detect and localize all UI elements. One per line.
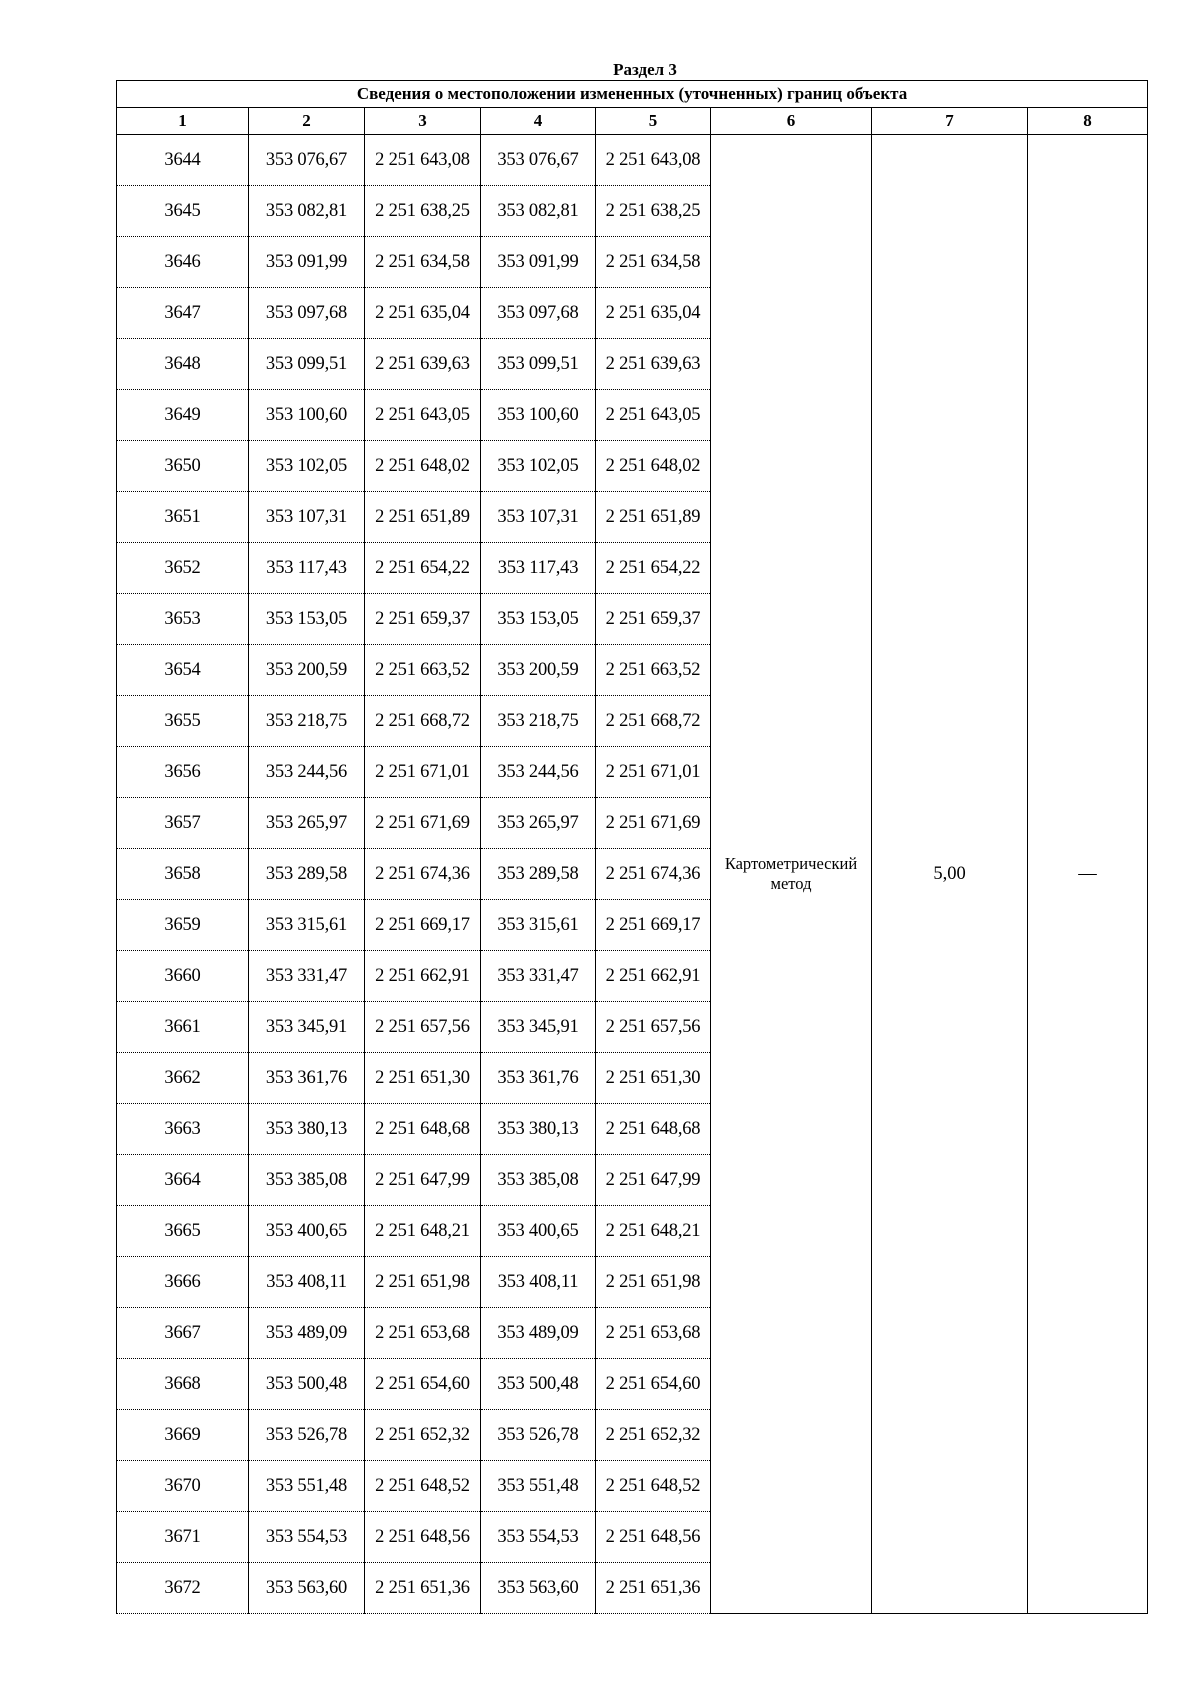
y-coordinate-cell: 2 251 651,98: [596, 1257, 711, 1308]
y-coordinate-cell: 2 251 648,02: [596, 441, 711, 492]
y-coordinate-cell: 2 251 674,36: [365, 849, 481, 900]
x-coordinate-cell: 353 385,08: [249, 1155, 365, 1206]
point-number-cell: 3656: [117, 747, 249, 798]
x-coordinate-cell: 353 076,67: [249, 135, 365, 186]
y-coordinate-cell: 2 251 639,63: [365, 339, 481, 390]
y-coordinate-cell: 2 251 654,22: [365, 543, 481, 594]
x-coordinate-cell: 353 345,91: [481, 1002, 596, 1053]
y-coordinate-cell: 2 251 643,05: [365, 390, 481, 441]
x-coordinate-cell: 353 200,59: [249, 645, 365, 696]
x-coordinate-cell: 353 289,58: [481, 849, 596, 900]
x-coordinate-cell: 353 361,76: [249, 1053, 365, 1104]
y-coordinate-cell: 2 251 662,91: [365, 951, 481, 1002]
y-coordinate-cell: 2 251 668,72: [596, 696, 711, 747]
x-coordinate-cell: 353 361,76: [481, 1053, 596, 1104]
y-coordinate-cell: 2 251 654,60: [596, 1359, 711, 1410]
column-number-7: 7: [872, 108, 1028, 135]
point-number-cell: 3662: [117, 1053, 249, 1104]
x-coordinate-cell: 353 331,47: [481, 951, 596, 1002]
y-coordinate-cell: 2 251 648,52: [365, 1461, 481, 1512]
y-coordinate-cell: 2 251 651,98: [365, 1257, 481, 1308]
x-coordinate-cell: 353 100,60: [249, 390, 365, 441]
point-number-cell: 3658: [117, 849, 249, 900]
y-coordinate-cell: 2 251 652,32: [596, 1410, 711, 1461]
boundary-coordinates-table: [116, 80, 1148, 1614]
determination-method-cell: Картометрический метод: [711, 135, 872, 1614]
x-coordinate-cell: 353 315,61: [249, 900, 365, 951]
y-coordinate-cell: 2 251 671,01: [596, 747, 711, 798]
y-coordinate-cell: 2 251 638,25: [365, 186, 481, 237]
x-coordinate-cell: 353 153,05: [249, 594, 365, 645]
y-coordinate-cell: 2 251 651,89: [365, 492, 481, 543]
y-coordinate-cell: 2 251 639,63: [596, 339, 711, 390]
x-coordinate-cell: 353 563,60: [481, 1563, 596, 1614]
point-number-cell: 3671: [117, 1512, 249, 1563]
point-number-cell: 3660: [117, 951, 249, 1002]
y-coordinate-cell: 2 251 648,52: [596, 1461, 711, 1512]
y-coordinate-cell: 2 251 648,56: [365, 1512, 481, 1563]
y-coordinate-cell: 2 251 654,22: [596, 543, 711, 594]
x-coordinate-cell: 353 102,05: [249, 441, 365, 492]
x-coordinate-cell: 353 218,75: [481, 696, 596, 747]
y-coordinate-cell: 2 251 657,56: [596, 1002, 711, 1053]
y-coordinate-cell: 2 251 634,58: [596, 237, 711, 288]
point-number-cell: 3665: [117, 1206, 249, 1257]
column-number-row: [117, 108, 1148, 135]
point-number-cell: 3647: [117, 288, 249, 339]
x-coordinate-cell: 353 551,48: [481, 1461, 596, 1512]
y-coordinate-cell: 2 251 638,25: [596, 186, 711, 237]
y-coordinate-cell: 2 251 648,68: [596, 1104, 711, 1155]
point-number-cell: 3655: [117, 696, 249, 747]
y-coordinate-cell: 2 251 648,21: [596, 1206, 711, 1257]
x-coordinate-cell: 353 563,60: [249, 1563, 365, 1614]
y-coordinate-cell: 2 251 635,04: [365, 288, 481, 339]
y-coordinate-cell: 2 251 635,04: [596, 288, 711, 339]
point-number-cell: 3651: [117, 492, 249, 543]
y-coordinate-cell: 2 251 674,36: [596, 849, 711, 900]
column-number-2: 2: [249, 108, 365, 135]
x-coordinate-cell: 353 500,48: [249, 1359, 365, 1410]
x-coordinate-cell: 353 097,68: [249, 288, 365, 339]
table-row: [117, 135, 1148, 186]
x-coordinate-cell: 353 400,65: [481, 1206, 596, 1257]
y-coordinate-cell: 2 251 651,36: [365, 1563, 481, 1614]
x-coordinate-cell: 353 102,05: [481, 441, 596, 492]
point-number-cell: 3650: [117, 441, 249, 492]
y-coordinate-cell: 2 251 671,01: [365, 747, 481, 798]
x-coordinate-cell: 353 076,67: [481, 135, 596, 186]
table-body: [117, 135, 1148, 1614]
point-number-cell: 3645: [117, 186, 249, 237]
y-coordinate-cell: 2 251 648,68: [365, 1104, 481, 1155]
y-coordinate-cell: 2 251 643,08: [596, 135, 711, 186]
x-coordinate-cell: 353 218,75: [249, 696, 365, 747]
y-coordinate-cell: 2 251 668,72: [365, 696, 481, 747]
y-coordinate-cell: 2 251 651,36: [596, 1563, 711, 1614]
point-number-cell: 3672: [117, 1563, 249, 1614]
point-number-cell: 3648: [117, 339, 249, 390]
point-number-cell: 3668: [117, 1359, 249, 1410]
section-title: Раздел 3: [613, 60, 677, 79]
point-number-cell: 3663: [117, 1104, 249, 1155]
y-coordinate-cell: 2 251 648,02: [365, 441, 481, 492]
x-coordinate-cell: 353 489,09: [481, 1308, 596, 1359]
x-coordinate-cell: 353 315,61: [481, 900, 596, 951]
point-number-cell: 3661: [117, 1002, 249, 1053]
x-coordinate-cell: 353 097,68: [481, 288, 596, 339]
x-coordinate-cell: 353 117,43: [481, 543, 596, 594]
x-coordinate-cell: 353 500,48: [481, 1359, 596, 1410]
x-coordinate-cell: 353 265,97: [481, 798, 596, 849]
x-coordinate-cell: 353 331,47: [249, 951, 365, 1002]
point-number-cell: 3664: [117, 1155, 249, 1206]
x-coordinate-cell: 353 099,51: [481, 339, 596, 390]
point-number-cell: 3654: [117, 645, 249, 696]
y-coordinate-cell: 2 251 651,89: [596, 492, 711, 543]
y-coordinate-cell: 2 251 662,91: [596, 951, 711, 1002]
x-coordinate-cell: 353 554,53: [481, 1512, 596, 1563]
y-coordinate-cell: 2 251 634,58: [365, 237, 481, 288]
note-cell: —: [1028, 135, 1148, 1614]
y-coordinate-cell: 2 251 643,08: [365, 135, 481, 186]
x-coordinate-cell: 353 107,31: [481, 492, 596, 543]
column-number-4: 4: [481, 108, 596, 135]
y-coordinate-cell: 2 251 671,69: [596, 798, 711, 849]
x-coordinate-cell: 353 380,13: [249, 1104, 365, 1155]
x-coordinate-cell: 353 489,09: [249, 1308, 365, 1359]
x-coordinate-cell: 353 526,78: [481, 1410, 596, 1461]
point-number-cell: 3652: [117, 543, 249, 594]
y-coordinate-cell: 2 251 647,99: [365, 1155, 481, 1206]
x-coordinate-cell: 353 380,13: [481, 1104, 596, 1155]
y-coordinate-cell: 2 251 663,52: [365, 645, 481, 696]
x-coordinate-cell: 353 099,51: [249, 339, 365, 390]
x-coordinate-cell: 353 551,48: [249, 1461, 365, 1512]
y-coordinate-cell: 2 251 653,68: [596, 1308, 711, 1359]
table-caption: Сведения о местоположении измененных (уточненных) границ объекта: [117, 81, 1148, 108]
x-coordinate-cell: 353 526,78: [249, 1410, 365, 1461]
x-coordinate-cell: 353 554,53: [249, 1512, 365, 1563]
x-coordinate-cell: 353 408,11: [481, 1257, 596, 1308]
x-coordinate-cell: 353 244,56: [481, 747, 596, 798]
column-number-8: 8: [1028, 108, 1148, 135]
point-number-cell: 3670: [117, 1461, 249, 1512]
column-number-6: 6: [711, 108, 872, 135]
y-coordinate-cell: 2 251 669,17: [596, 900, 711, 951]
y-coordinate-cell: 2 251 651,30: [596, 1053, 711, 1104]
column-number-5: 5: [596, 108, 711, 135]
x-coordinate-cell: 353 100,60: [481, 390, 596, 441]
y-coordinate-cell: 2 251 659,37: [365, 594, 481, 645]
y-coordinate-cell: 2 251 653,68: [365, 1308, 481, 1359]
x-coordinate-cell: 353 091,99: [249, 237, 365, 288]
y-coordinate-cell: 2 251 657,56: [365, 1002, 481, 1053]
y-coordinate-cell: 2 251 663,52: [596, 645, 711, 696]
column-number-1: 1: [117, 108, 249, 135]
point-number-cell: 3653: [117, 594, 249, 645]
y-coordinate-cell: 2 251 654,60: [365, 1359, 481, 1410]
column-number-3: 3: [365, 108, 481, 135]
x-coordinate-cell: 353 200,59: [481, 645, 596, 696]
x-coordinate-cell: 353 345,91: [249, 1002, 365, 1053]
y-coordinate-cell: 2 251 652,32: [365, 1410, 481, 1461]
y-coordinate-cell: 2 251 647,99: [596, 1155, 711, 1206]
y-coordinate-cell: 2 251 671,69: [365, 798, 481, 849]
point-number-cell: 3666: [117, 1257, 249, 1308]
x-coordinate-cell: 353 082,81: [481, 186, 596, 237]
x-coordinate-cell: 353 091,99: [481, 237, 596, 288]
accuracy-cell: 5,00: [872, 135, 1028, 1614]
point-number-cell: 3646: [117, 237, 249, 288]
point-number-cell: 3649: [117, 390, 249, 441]
x-coordinate-cell: 353 107,31: [249, 492, 365, 543]
y-coordinate-cell: 2 251 643,05: [596, 390, 711, 441]
x-coordinate-cell: 353 400,65: [249, 1206, 365, 1257]
y-coordinate-cell: 2 251 651,30: [365, 1053, 481, 1104]
y-coordinate-cell: 2 251 648,56: [596, 1512, 711, 1563]
x-coordinate-cell: 353 117,43: [249, 543, 365, 594]
point-number-cell: 3667: [117, 1308, 249, 1359]
x-coordinate-cell: 353 385,08: [481, 1155, 596, 1206]
x-coordinate-cell: 353 244,56: [249, 747, 365, 798]
x-coordinate-cell: 353 265,97: [249, 798, 365, 849]
point-number-cell: 3644: [117, 135, 249, 186]
point-number-cell: 3657: [117, 798, 249, 849]
y-coordinate-cell: 2 251 659,37: [596, 594, 711, 645]
point-number-cell: 3669: [117, 1410, 249, 1461]
x-coordinate-cell: 353 082,81: [249, 186, 365, 237]
y-coordinate-cell: 2 251 648,21: [365, 1206, 481, 1257]
y-coordinate-cell: 2 251 669,17: [365, 900, 481, 951]
x-coordinate-cell: 353 153,05: [481, 594, 596, 645]
x-coordinate-cell: 353 289,58: [249, 849, 365, 900]
point-number-cell: 3659: [117, 900, 249, 951]
x-coordinate-cell: 353 408,11: [249, 1257, 365, 1308]
